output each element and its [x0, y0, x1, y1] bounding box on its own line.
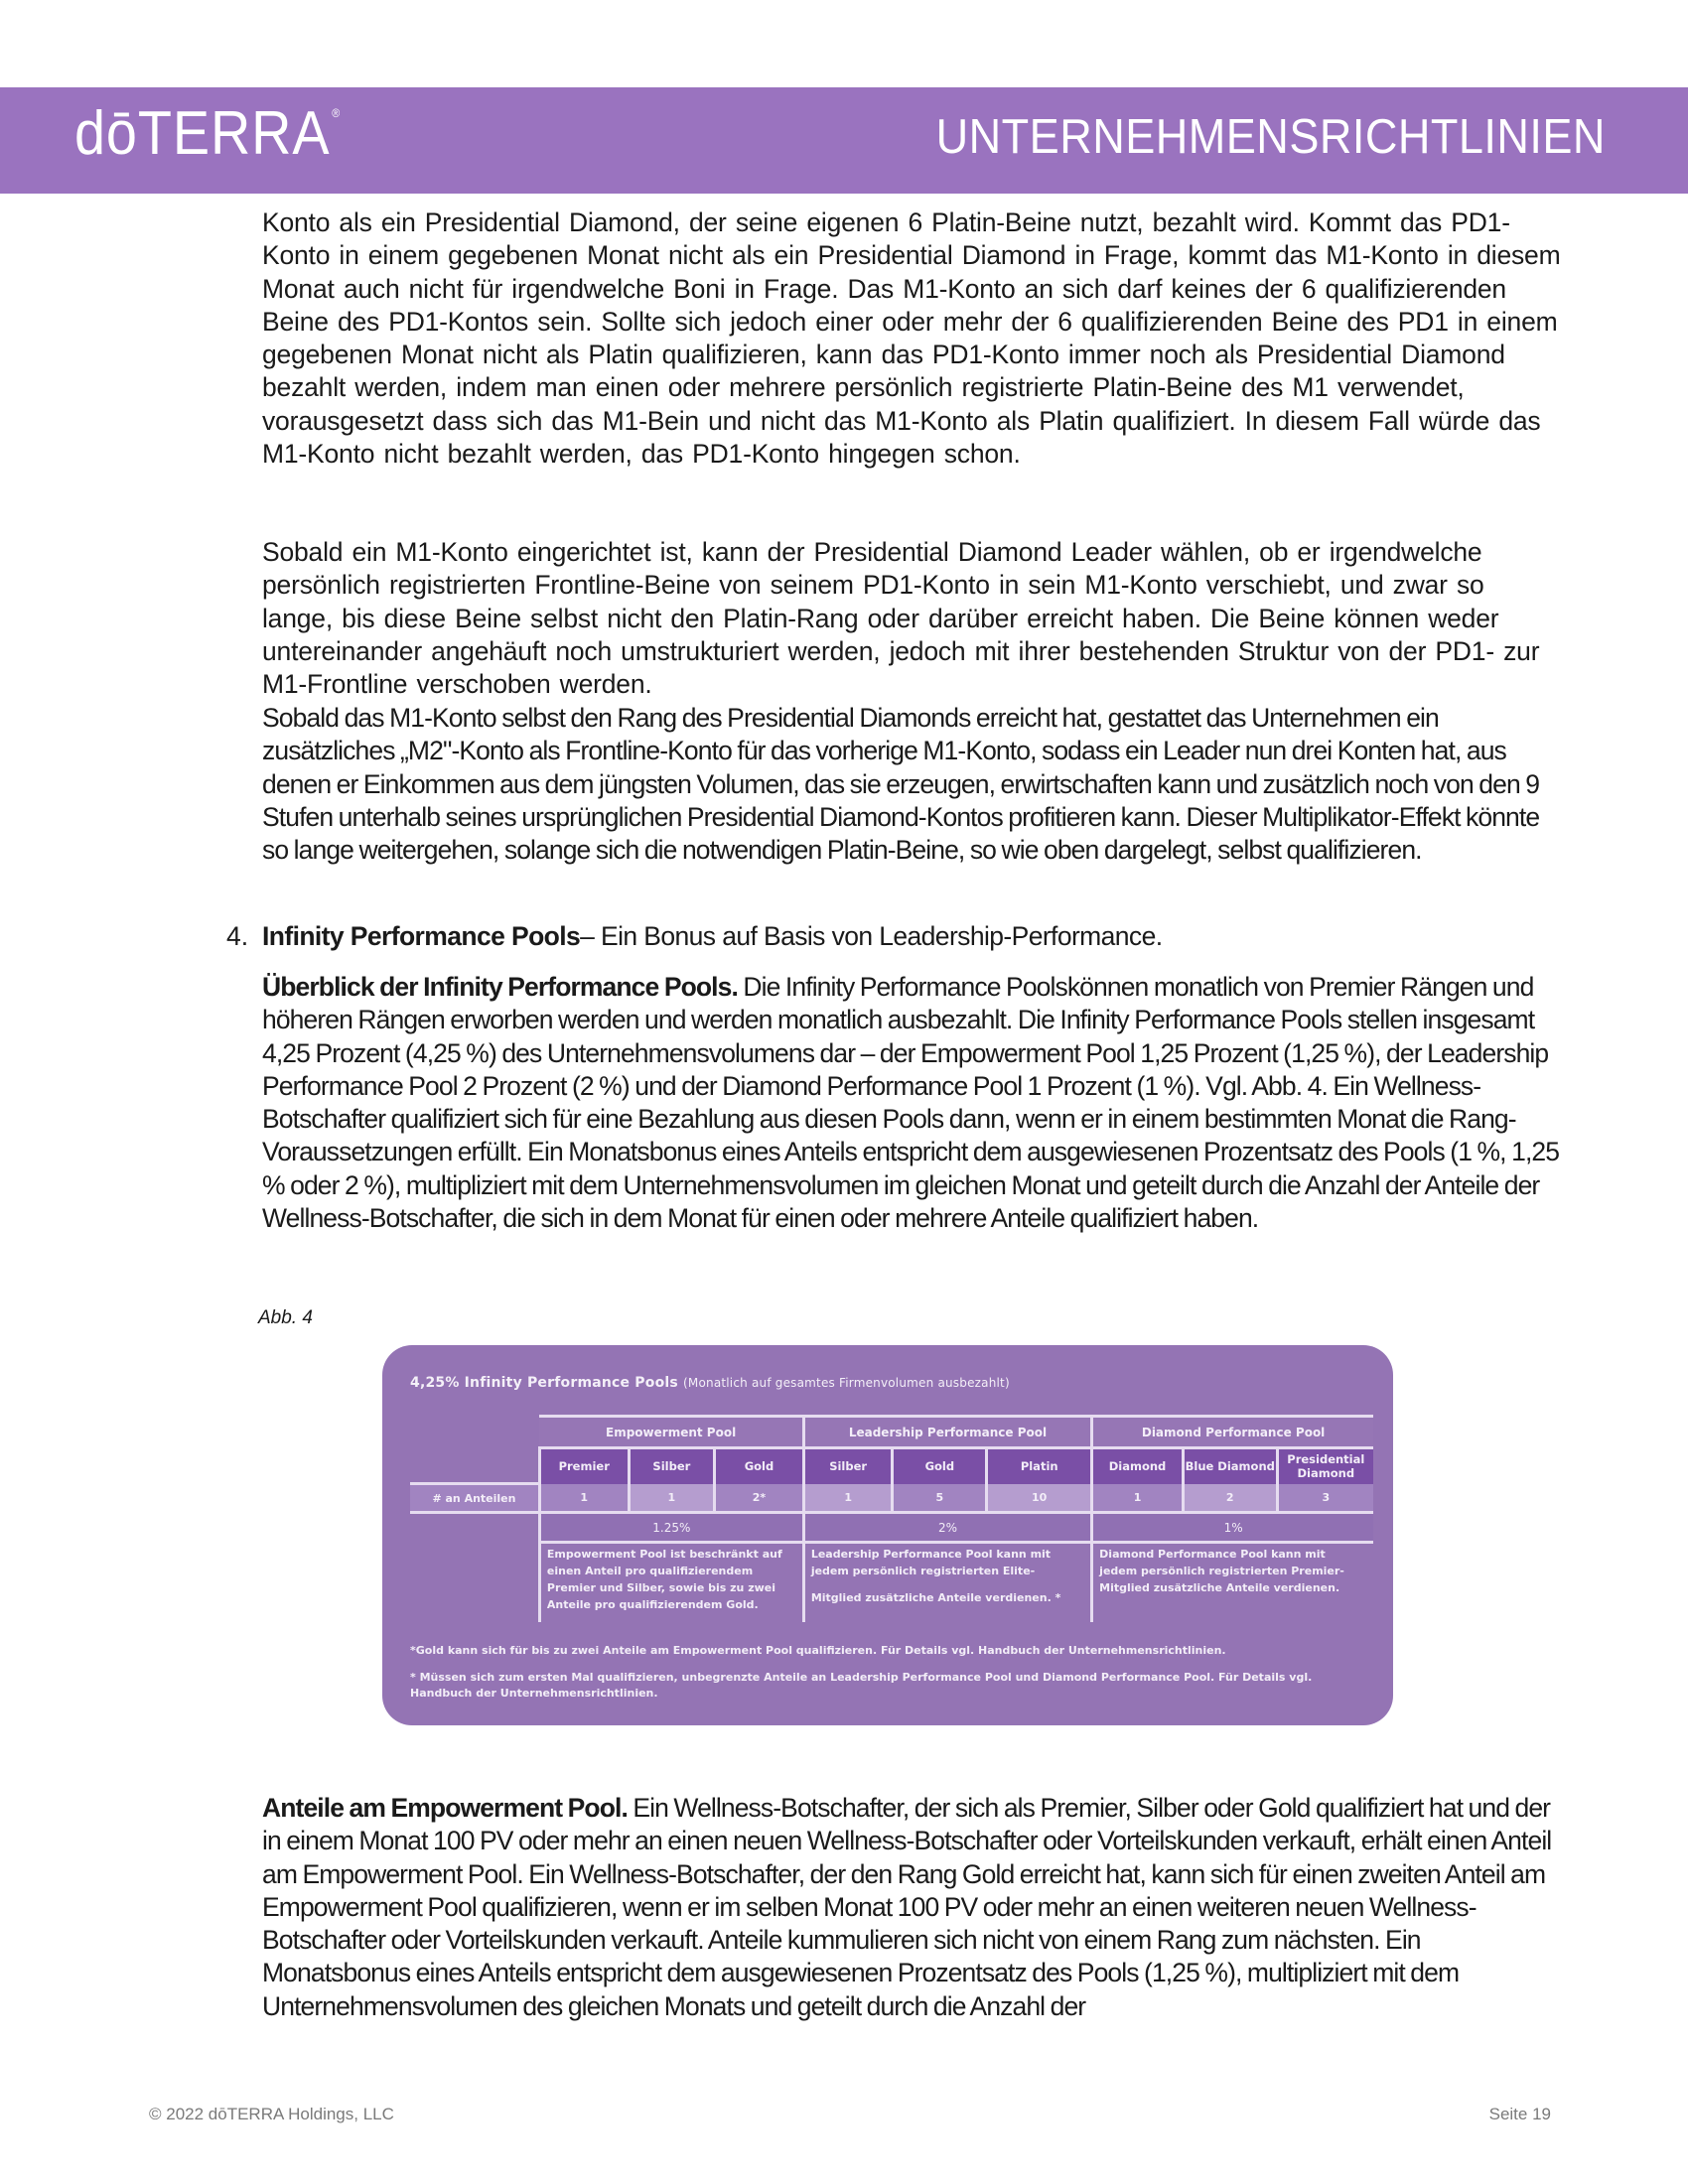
pool-header-diamond: Diamond Performance Pool — [1092, 1417, 1373, 1448]
paragraph-lead: Überblick der Infinity Performance Pools. — [262, 972, 738, 1002]
pool-percent: 2% — [803, 1513, 1091, 1543]
rank-header: Premier — [539, 1448, 629, 1484]
paragraph-m1-account: Sobald ein M1-Konto eingerichtet ist, kann der Presidential Diamond Leader wählen, ob er irgendwelche persönlich registrierten Frontline-Beine von seinem PD1-Konto in sein M1-Konto verschiebt, und zwar so lange, bis diese Beine selbst nicht den Platin-Rang oder darüber erreicht haben. Die Beine können weder untereinander angehäuft noch umstrukturiert werden, jedoch mit ihrer bestehenden Struktur von der PD1- zur M1-Frontline verschoben werden. — [262, 537, 1540, 700]
infinity-pools-figure — [382, 1345, 1393, 1725]
share-count: 3 — [1277, 1484, 1373, 1513]
share-count: 1 — [539, 1484, 629, 1513]
rank-header: Diamond — [1092, 1448, 1184, 1484]
rank-header: Silber — [629, 1448, 715, 1484]
footer-page-number: Seite 19 — [1488, 2105, 1551, 2123]
paragraph-pd1-account: Konto als ein Presidential Diamond, der seine eigenen 6 Platin-Beine nutzt, bezahlt wird. Kommt das PD1-Konto in einem gegebenen Monat nicht als ein Presidential Diamond in Frage, kommt das M1-Konto in diesem Monat auch nicht für irgendwelche Boni in Frage. Das M1-Konto an sich darf keines der 6 qualifizierenden Beine des PD1-Kontos sein. Sollte sich jedoch einer oder mehr der 6 qualifizierenden Beine des PD1 in einem gegebenen Monat nicht als Platin qualifizieren, kann das PD1-Konto immer noch als Presidential Diamond bezahlt werden, indem man einen oder mehrere persönlich registrierte Platin-Beine des M1 verwendet, vorausgesetzt dass sich das M1-Bein und nicht das M1-Konto als Platin qualifiziert. In diesem Fall würde das M1-Konto nicht bezahlt werden, das PD1-Konto hingegen schon. — [262, 207, 1561, 470]
figure-label: Abb. 4 — [258, 1307, 313, 1328]
rank-header: Gold — [715, 1448, 804, 1484]
figure-title: 4,25% Infinity Performance Pools (Monatlich auf gesamtes Firmenvolumen ausbezahlt) — [410, 1375, 1010, 1391]
rank-header: Presidential Diamond — [1277, 1448, 1373, 1484]
row-label-shares: # an Anteilen — [410, 1484, 539, 1513]
pool-note: Diamond Performance Pool kann mit jedem persönlich registrierten Premier-Mitglied zusätzliche Anteile verdienen. — [1092, 1543, 1373, 1622]
share-count: 5 — [893, 1484, 987, 1513]
share-count: 2 — [1183, 1484, 1277, 1513]
rank-header: Silber — [803, 1448, 893, 1484]
list-number: 4. — [226, 921, 249, 951]
figure-footnote-gold: *Gold kann sich für bis zu zwei Anteile am Empowerment Pool qualifizieren. Für Details vgl. Handbuch der Unternehmensrichtlinien. — [410, 1644, 1226, 1657]
pool-percent: 1.25% — [539, 1513, 803, 1543]
rank-header: Platin — [987, 1448, 1092, 1484]
document-title: UNTERNEHMENSRICHTLINIEN — [935, 110, 1606, 164]
paragraph-empowerment-shares: Anteile am Empowerment Pool. Ein Wellness-Botschafter, der sich als Premier, Silber oder Gold qualifiziert hat und der in einem Monat 100 PV oder mehr an einen neuen Wellness-Botschafter oder Vorteilskunden verkauft, erhält einen Anteil am Empowerment Pool. Ein Wellness-Botschafter, der den Rang Gold erreicht hat, kann sich für einen zweiten Anteil am Empowerment Pool qualifizieren, wenn er im selben Monat 100 PV oder mehr an einen weiteren neuen Wellness-Botschafter oder Vorteilskunden verkauft. Anteile kummulieren sich nicht von einem Rang zum nächsten. Ein Monatsbonus eines Anteils entspricht dem ausgewiesenen Prozentsatz des Pools (1,25 %), multipliziert mit dem Unternehmensvolumen des gleichen Monats und geteilt durch die Anzahl der — [262, 1793, 1552, 2021]
figure-footnote-qualify: * Müssen sich zum ersten Mal qualifizieren, unbegrenzte Anteile an Leadership Performance Pool und Diamond Performance Pool. Für Details vgl. Handbuch der Unternehmensrichtlinien. — [410, 1671, 1313, 1700]
share-count: 2* — [715, 1484, 804, 1513]
share-count: 1 — [1092, 1484, 1184, 1513]
paragraph-lead: Anteile am Empowerment Pool. — [262, 1793, 628, 1823]
paragraph-pools-overview: Überblick der Infinity Performance Pools. Die Infinity Performance Poolskönnen monatlich von Premier Rängen und höheren Rängen erworben werden und werden monatlich ausbezahlt. Die Infinity Performance Pools stellen insgesamt 4,25 Prozent (4,25 %) des Unternehmensvolumens dar – der Empowerment Pool 1,25 Prozent (1,25 %), der Leadership Performance Pool 2 Prozent (2 %) und der Diamond Performance Pool 1 Prozent (1 %). Vgl. Abb. 4. Ein Wellness-Botschafter qualifiziert sich für eine Bezahlung aus diesen Pools dann, wenn er in einem bestimmten Monat die Rang-Voraussetzungen erfüllt. Ein Monatsbonus eines Anteils entspricht dem ausgewiesenen Prozentsatz des Pools (1 %, 1,25 % oder 2 %), multipliziert mit dem Unternehmensvolumen im gleichen Monat und geteilt durch die Anzahl der Anteile der Wellness-Botschafter, die sich in dem Monat für einen oder mehrere Anteile qualifiziert haben. — [262, 972, 1560, 1234]
header-band — [0, 87, 1688, 194]
rank-header: Gold — [893, 1448, 987, 1484]
list-item-heading — [262, 920, 1162, 953]
pools-table — [410, 1415, 1373, 1622]
footer-copyright: © 2022 dōTERRA Holdings, LLC — [149, 2105, 394, 2123]
share-count: 1 — [629, 1484, 715, 1513]
list-item-title: Infinity Performance Pools — [262, 921, 581, 951]
rank-header: Blue Diamond — [1183, 1448, 1277, 1484]
pool-header-leadership: Leadership Performance Pool — [803, 1417, 1091, 1448]
paragraph-m2-account: Sobald das M1-Konto selbst den Rang des Presidential Diamonds erreicht hat, gestattet das Unternehmen ein zusätzliches „M2"-Konto als Frontline-Konto für das vorherige M1-Konto, sodass ein Leader nun drei Konten hat, aus denen er Einkommen aus dem jüngsten Volumen, das sie erzeugen, erwirtschaften kann und zusätzlich noch von den 9 Stufen unterhalb seines ursprünglichen Presidential Diamond-Kontos profitieren kann. Dieser Multiplikator-Effekt könnte so lange weitergehen, solange sich die notwendigen Platin-Beine, so wie oben dargelegt, selbst qualifizieren. — [262, 703, 1540, 866]
share-count: 10 — [987, 1484, 1092, 1513]
doterra-logo: dōTERRA ® — [74, 99, 342, 168]
pool-note: Empowerment Pool ist beschränkt auf einen Anteil pro qualifizierendem Premier und Silber, sowie bis zu zwei Anteile pro qualifizierendem Gold. — [539, 1543, 803, 1622]
pool-header-empowerment: Empowerment Pool — [539, 1417, 803, 1448]
list-item-subtitle: – Ein Bonus auf Basis von Leadership-Performance. — [580, 921, 1163, 951]
pool-note: Leadership Performance Pool kann mit jedem persönlich registrierten Elite- Mitglied zusätzliche Anteile verdienen. * — [803, 1543, 1091, 1622]
pool-percent: 1% — [1092, 1513, 1373, 1543]
share-count: 1 — [803, 1484, 893, 1513]
